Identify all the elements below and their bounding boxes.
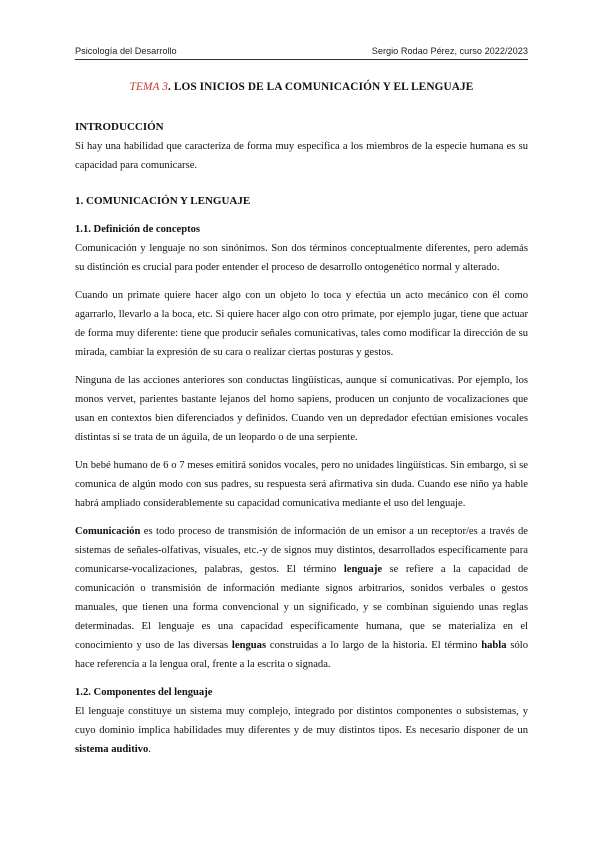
page-header bbox=[75, 46, 528, 60]
document-body bbox=[75, 78, 528, 759]
section-1-2-heading: 1.2. Componentes del lenguaje bbox=[75, 687, 213, 698]
paragraph-5 bbox=[75, 522, 528, 674]
term-lenguaje: lenguaje bbox=[343, 564, 383, 575]
term-lenguas: lenguas bbox=[231, 640, 267, 651]
paragraph-3: Ninguna de las acciones anteriores son conductas lingüísticas, aunque sí comunicativas. Por ejemplo, los monos vervet, parientes bastante lejanos del homo sapiens, producen un conjunto de vocalizaciones que usan en contextos bien diferenciados y definidos. Cuando ven un depredador efectúan emisiones vocales distintas si se trata de un águila, de un leopardo o de una serpiente. bbox=[75, 375, 528, 443]
term-comunicacion: Comunicación bbox=[75, 526, 141, 537]
document-title bbox=[75, 78, 528, 97]
intro-paragraph: Si hay una habilidad que caracteriza de forma muy específica a los miembros de la especie humana es su capacidad para comunicarse. bbox=[75, 141, 528, 171]
header-course: Psicología del Desarrollo bbox=[75, 46, 177, 56]
term-sistema-auditivo: sistema auditivo bbox=[75, 744, 149, 755]
term-habla: habla bbox=[481, 640, 507, 651]
paragraph-5-text-4: sólo hace referencia a la lengua oral, frente a la escrita o signada. bbox=[75, 640, 529, 670]
paragraph-6-text-2: . bbox=[148, 744, 151, 755]
paragraph-6 bbox=[75, 702, 528, 759]
header-author: Sergio Rodao Pérez, curso 2022/2023 bbox=[371, 46, 528, 56]
intro-heading: INTRODUCCIÓN bbox=[75, 121, 164, 133]
paragraph-6-text-1: El lenguaje constituye un sistema muy complejo, integrado por distintos componentes o subsistemas, y cuyo dominio implica habilidades muy diferentes y de muy distintos tipos. Es necesario disponer de un bbox=[75, 706, 528, 736]
section-1-1-heading: 1.1. Definición de conceptos bbox=[75, 224, 201, 235]
paragraph-5-text-3: construidas a lo largo de la historia. El término bbox=[266, 640, 482, 651]
title-text: . LOS INICIOS DE LA COMUNICACIÓN Y EL LENGUAJE bbox=[167, 81, 474, 93]
paragraph-1: Comunicación y lenguaje no son sinónimos. Son dos términos conceptualmente diferentes, pero además su distinción es crucial para poder entender el proceso de desarrollo ontogenético normal y alterado. bbox=[75, 243, 528, 273]
paragraph-2: Cuando un primate quiere hacer algo con un objeto lo toca y efectúa un acto mecánico con él como agarrarlo, llevarlo a la boca, etc. Si quiere hacer algo con otro primate, por ejemplo jugar, tiene que actuar de forma muy diferente: tiene que producir señales comunicativas, tales como modificar la dirección de su mirada, cambiar la expresión de su cara o realizar ciertas posturas y gestos. bbox=[75, 290, 528, 358]
section-1-heading: 1. COMUNICACIÓN Y LENGUAJE bbox=[75, 195, 251, 207]
paragraph-5-text-2: se refiere a la capacidad de comunicación o transmisión de información mediante signos arbitrarios, sonidos verbales o gestos manuales, que tienen una forma convencional y un significado, y se combinan siguiendo unas reglas determinadas. El lenguaje es una capacidad específicamente humana, que se materializa en el conocimiento y uso de las diversas bbox=[75, 564, 528, 651]
paragraph-5-text-1: es todo proceso de transmisión de información de un emisor a un receptor/es a través de sistemas de señales-olfativas, visuales, etc.-y de signos muy distintos, desarrollados específicamente para comunicarse-vocalizaciones, palabras, gestos. El término bbox=[75, 526, 528, 575]
paragraph-4: Un bebé humano de 6 o 7 meses emitirá sonidos vocales, pero no unidades lingüísticas. Sin embargo, si se comunica de algún modo con sus padres, su respuesta será afirmativa sin duda. Cuando ese niño ya hable habrá ampliado considerablemente su capacidad comunicativa mediante el uso del lenguaje. bbox=[75, 460, 528, 509]
title-tema: TEMA 3 bbox=[129, 81, 168, 93]
